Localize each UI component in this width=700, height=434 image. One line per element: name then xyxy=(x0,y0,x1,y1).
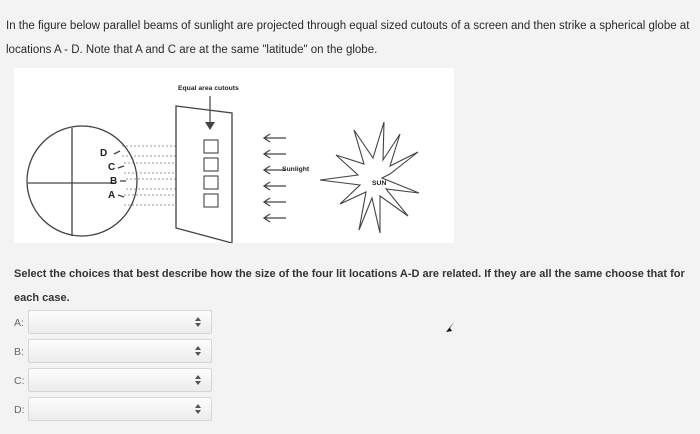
answer-row-a xyxy=(14,310,214,336)
sunlight-arrow-5 xyxy=(264,198,286,206)
location-label-d: D xyxy=(100,148,108,159)
location-tick-c xyxy=(118,166,124,168)
answer-label-d: D: xyxy=(14,404,25,416)
answer-select-b[interactable] xyxy=(28,339,212,363)
answer-label-a: A: xyxy=(14,317,24,329)
cutout-c xyxy=(204,158,218,171)
mouse-cursor-icon xyxy=(446,322,454,332)
sunlight-arrow-6 xyxy=(264,214,286,222)
cutout-d xyxy=(204,140,218,153)
answer-select-c[interactable] xyxy=(28,368,212,392)
chevron-updown-icon xyxy=(195,375,201,385)
cutouts-label: Equal area cutouts xyxy=(178,85,239,92)
location-tick-a xyxy=(118,195,124,197)
answer-label-b: B: xyxy=(14,346,24,358)
location-label-a: A xyxy=(108,190,116,201)
answer-row-c xyxy=(14,368,214,394)
location-label-c: C xyxy=(108,162,116,173)
instructions-text: Select the choices that best describe how the size of the four lit locations A-D are related. If they are all the same choose that for each case. xyxy=(14,268,685,304)
screen xyxy=(176,106,232,243)
question-text: In the figure below parallel beams of sunlight are projected through equal sized cutouts of a screen and then strike a spherical globe at locations A - D. Note that A and C are at the same "latitude" on the globe. xyxy=(6,20,690,56)
chevron-updown-icon xyxy=(195,346,201,356)
cutout-a xyxy=(204,194,218,207)
chevron-updown-icon xyxy=(195,404,201,414)
sun-starburst xyxy=(320,122,419,233)
location-tick-d xyxy=(114,151,120,154)
chevron-updown-icon xyxy=(195,317,201,327)
answer-label-c: C: xyxy=(14,375,25,387)
answer-row-d xyxy=(14,397,214,423)
location-label-b: B xyxy=(110,176,118,187)
sun-label: SUN xyxy=(372,180,387,187)
answer-select-a[interactable] xyxy=(28,310,212,334)
figure-svg xyxy=(14,68,454,243)
answer-select-d[interactable] xyxy=(28,397,212,421)
answer-row-b xyxy=(14,339,214,365)
sunlight-arrow-2 xyxy=(264,150,286,158)
sunlight-label: Sunlight xyxy=(282,166,310,173)
sunlight-arrow-1 xyxy=(264,134,286,142)
globe-sunlight-figure xyxy=(14,68,454,243)
sunlight-arrow-4 xyxy=(264,182,286,190)
cutout-b xyxy=(204,176,218,189)
